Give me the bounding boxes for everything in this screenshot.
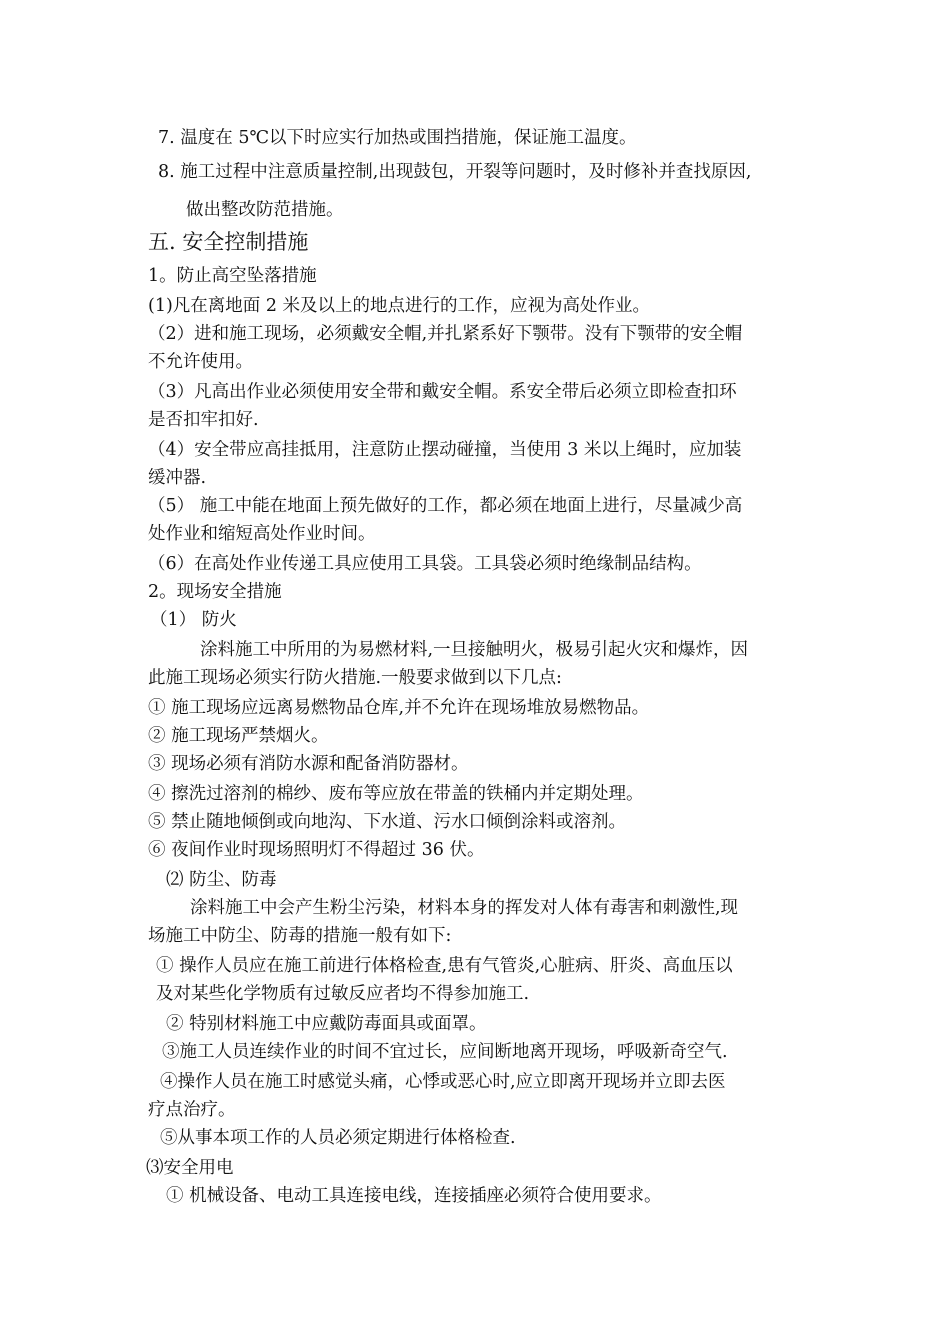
- list-item-7: 7. 温度在 5℃以下时应实行加热或围挡措施，保证施工温度。: [158, 128, 637, 148]
- paragraph: 是否扣牢扣好.: [148, 410, 259, 430]
- list-item: ① 操作人员应在施工前进行体格检查,患有气管炎,心脏病、肝炎、高血压以: [156, 956, 733, 976]
- subheading-fire: （1） 防火: [150, 610, 237, 630]
- section-heading: 五. 安全控制措施: [148, 230, 309, 254]
- list-item: ④操作人员在施工时感觉头痛，心悸或恶心时,应立即离开现场并立即去医: [160, 1072, 726, 1092]
- subheading-2: 2。现场安全措施: [148, 582, 282, 602]
- list-item: ⑤从事本项工作的人员必须定期进行体格检查.: [160, 1128, 516, 1148]
- paragraph: (1)凡在离地面 2 米及以上的地点进行的工作，应视为高处作业。: [148, 296, 651, 316]
- list-item: ② 特别材料施工中应戴防毒面具或面罩。: [166, 1014, 487, 1034]
- list-item: ③ 现场必须有消防水源和配备消防器材。: [148, 754, 469, 774]
- list-item: ② 施工现场严禁烟火。: [148, 726, 329, 746]
- list-item: ⑤ 禁止随地倾倒或向地沟、下水道、污水口倾倒涂料或溶剂。: [148, 812, 627, 832]
- paragraph: 处作业和缩短高处作业时间。: [148, 524, 376, 544]
- list-item: ④ 擦洗过溶剂的棉纱、废布等应放在带盖的铁桶内并定期处理。: [148, 784, 644, 804]
- list-item: ⑥ 夜间作业时现场照明灯不得超过 36 伏。: [148, 840, 485, 860]
- paragraph: 缓冲器.: [148, 468, 207, 488]
- list-item: ① 机械设备、电动工具连接电线，连接插座必须符合使用要求。: [166, 1186, 662, 1206]
- list-item: ③施工人员连续作业的时间不宜过长，应间断地离开现场，呼吸新奇空气.: [162, 1042, 728, 1062]
- list-item: ① 施工现场应远离易燃物品仓库,并不允许在现场堆放易燃物品。: [148, 698, 650, 718]
- subheading-1: 1。防止高空坠落措施: [148, 266, 317, 286]
- paragraph: 不允许使用。: [148, 352, 253, 372]
- paragraph: 场施工中防尘、防毒的措施一般有如下:: [148, 926, 452, 946]
- list-item-8-cont: 做出整改防范措施。: [186, 200, 344, 220]
- paragraph: （4）安全带应高挂抵用，注意防止摆动碰撞，当使用 3 米以上绳时，应加装: [148, 440, 742, 460]
- list-item-8: 8. 施工过程中注意质量控制,出现鼓包，开裂等问题时，及时修补并查找原因,: [158, 162, 752, 182]
- paragraph: 此施工现场必须实行防火措施.一般要求做到以下几点:: [148, 668, 562, 688]
- subheading-electric: ⑶安全用电: [146, 1158, 234, 1178]
- paragraph: 涂料施工中所用的为易燃材料,一旦接触明火，极易引起火灾和爆炸，因: [200, 640, 749, 660]
- list-item-cont: 疗点治疗。: [148, 1100, 236, 1120]
- list-item-cont: 及对某些化学物质有过敏反应者均不得参加施工.: [156, 984, 530, 1004]
- paragraph: 涂料施工中会产生粉尘污染，材料本身的挥发对人体有毒害和刺激性,现: [190, 898, 739, 918]
- paragraph: （3）凡高出作业必须使用安全带和戴安全帽。系安全带后必须立即检查扣环: [148, 382, 737, 402]
- subheading-dust: ⑵ 防尘、防毒: [166, 870, 277, 890]
- paragraph: （2）进和施工现场，必须戴安全帽,并扎紧系好下颚带。没有下颚带的安全帽: [148, 324, 743, 344]
- paragraph: （6）在高处作业传递工具应使用工具袋。工具袋必须时绝缘制品结构。: [148, 554, 702, 574]
- paragraph: （5） 施工中能在地面上预先做好的工作，都必须在地面上进行，尽量减少高: [148, 496, 743, 516]
